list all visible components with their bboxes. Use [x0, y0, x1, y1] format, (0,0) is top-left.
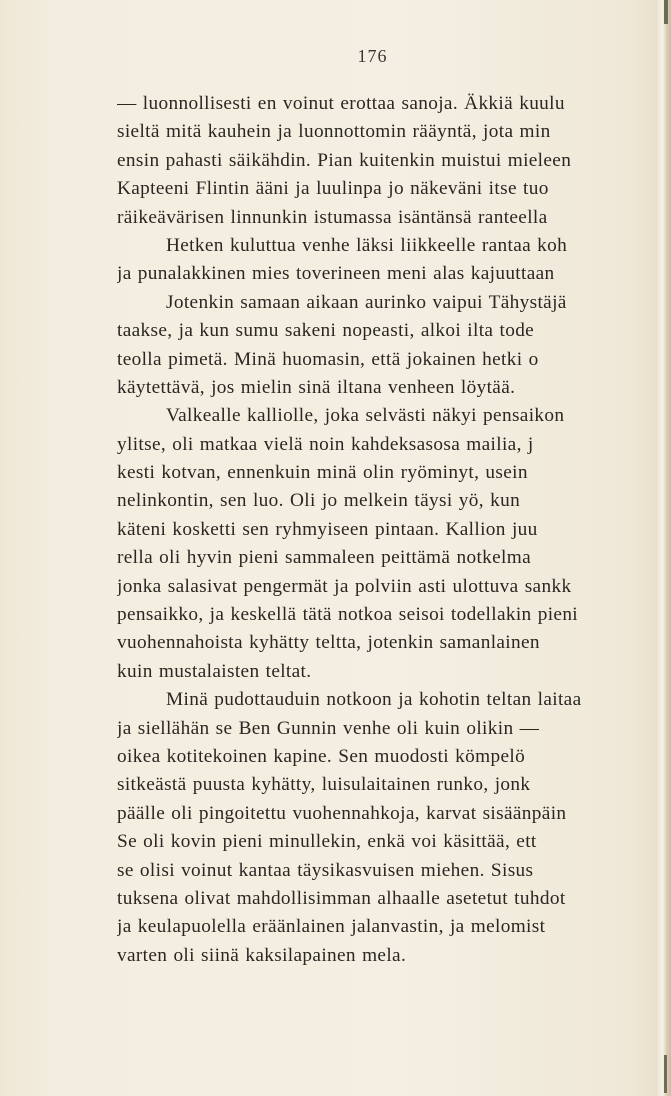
text-line: — luonnollisesti en voinut erottaa sanoja. Äkkiä kuulu [117, 93, 565, 114]
text-line: Minä pudottauduin notkoon ja kohotin teltan laitaa [166, 689, 582, 711]
text-line: kesti kotvan, ennenkuin minä olin ryöminyt, usein [117, 462, 528, 484]
text-line: Kapteeni Flintin ääni ja luulinpa jo näkeväni itse tuo [117, 178, 549, 200]
text-line: kuin mustalaisten teltat. [117, 660, 312, 682]
page-edge [657, 0, 671, 1096]
text-line: päälle oli pingoitettu vuohennahkoja, karvat sisäänpäin [117, 802, 567, 824]
text-line: varten oli siinä kaksilapainen mela. [117, 944, 407, 966]
text-line: ja keulapuolella eräänlainen jalanvastin, ja melomist [117, 916, 546, 938]
text-line: Hetken kuluttua venhe läksi liikkeelle rantaa koh [166, 234, 568, 256]
text-line: taakse, ja kun sumu sakeni nopeasti, alkoi ilta tode [117, 320, 535, 342]
text-line: käytettävä, jos mielin sinä iltana venheen löytää. [117, 376, 516, 398]
edge-mark-top [664, 0, 668, 24]
text-line: teolla pimetä. Minä huomasin, että jokainen hetki o [117, 348, 539, 370]
text-line: tuksena olivat mahdollisimman alhaalle asetetut tuhdot [117, 887, 566, 909]
text-line: räikeävärisen linnunkin istumassa isäntänsä ranteella [117, 206, 548, 228]
text-line: sieltä mitä kauhein ja luonnottomin rääyntä, jota min [117, 121, 551, 143]
text-line: käteni kosketti sen ryhmyiseen pintaan. Kallion juu [117, 518, 538, 540]
text-line: ja siellähän se Ben Gunnin venhe oli kuin olikin — [117, 717, 540, 739]
text-line: ensin pahasti säikähdin. Pian kuitenkin muistui mieleen [117, 149, 572, 171]
text-line: se olisi voinut kantaa täysikasvuisen miehen. Sisus [117, 859, 534, 881]
text-line: pensaikko, ja keskellä tätä notkoa seisoi todellakin pieni [117, 604, 579, 626]
text-line: nelinkontin, sen luo. Oli jo melkein täysi yö, kun [117, 490, 521, 512]
text-line: rella oli hyvin pieni sammaleen peittämä notkelma [117, 547, 532, 569]
text-line: ja punalakkinen mies toverineen meni alas kajuuttaan [117, 263, 555, 285]
text-line: sitkeästä puusta kyhätty, luisulaitainen runko, jonk [117, 774, 531, 796]
edge-mark-bottom [664, 1055, 667, 1093]
text-line: ylitse, oli matkaa vielä noin kahdeksasosa mailia, j [117, 433, 534, 455]
text-line: Valkealle kalliolle, joka selvästi näkyi pensaikon [166, 405, 565, 427]
text-line: jonka salasivat pengermät ja polviin asti ulottuva sankk [117, 575, 572, 597]
text-line: Jotenkin samaan aikaan aurinko vaipui Tähystäjä [166, 291, 567, 313]
text-line: vuohennahoista kyhätty teltta, jotenkin samanlainen [117, 632, 540, 654]
body-text [117, 90, 653, 970]
text-line: oikea kotitekoinen kapine. Sen muodosti kömpelö [117, 745, 526, 767]
page-number: 176 [357, 46, 388, 66]
text-line: Se oli kovin pieni minullekin, enkä voi käsittää, ett [117, 831, 537, 853]
